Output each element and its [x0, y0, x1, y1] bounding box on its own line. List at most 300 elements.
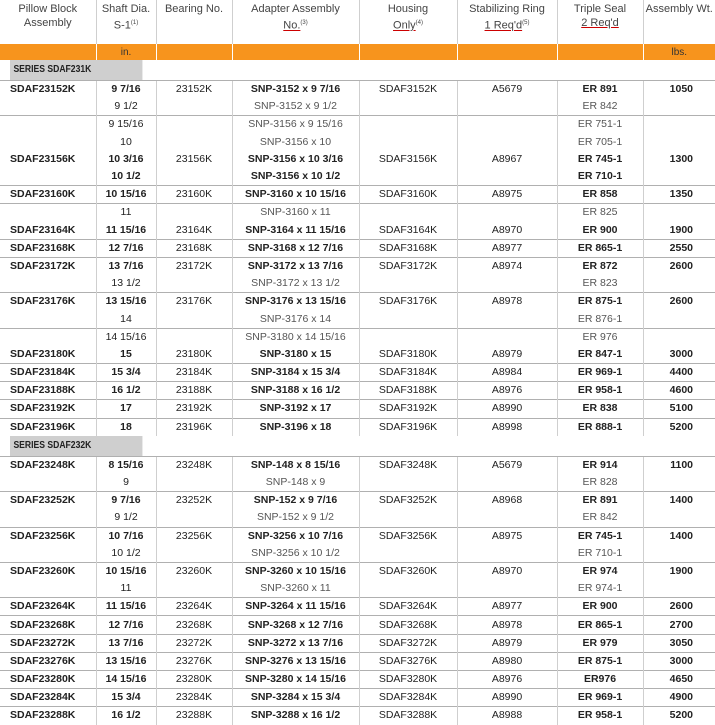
- seal-cell: ER 969-1: [557, 364, 643, 382]
- seal-cell: ER 705-1: [557, 134, 643, 151]
- shaft-dia-cell: 14 15/16: [96, 328, 156, 346]
- housing-cell: SDAF3160K: [359, 186, 457, 204]
- assembly-cell: [0, 474, 96, 492]
- bearing-cell: 23288K: [156, 707, 232, 725]
- ring-cell: A8984: [457, 364, 557, 382]
- table-row: [0, 400, 715, 418]
- weight-cell: 5200: [643, 707, 715, 725]
- series-231-body: [0, 60, 715, 436]
- housing-cell: SDAF3152K: [359, 81, 457, 99]
- assembly-cell: SDAF23264K: [0, 598, 96, 616]
- header-assembly-wt: Assembly Wt.: [643, 0, 715, 44]
- weight-cell: 5200: [643, 418, 715, 436]
- bearing-cell: 23260K: [156, 562, 232, 580]
- bearing-cell: 23160K: [156, 186, 232, 204]
- bearing-cell: 23156K: [156, 151, 232, 168]
- seal-cell: ER 891: [557, 81, 643, 99]
- adapter-cell: SNP-3260 x 11: [232, 580, 359, 598]
- seal-cell: ER 914: [557, 456, 643, 474]
- ring-cell: A8967: [457, 151, 557, 168]
- bearing-cell: [156, 98, 232, 116]
- shaft-dia-cell: 13 7/16: [96, 257, 156, 275]
- table-row: [0, 671, 715, 689]
- assembly-cell: SDAF23168K: [0, 239, 96, 257]
- bearing-cell: [156, 328, 232, 346]
- bearing-cell: 23152K: [156, 81, 232, 99]
- housing-cell: SDAF3172K: [359, 257, 457, 275]
- units-row: [0, 44, 715, 60]
- shaft-dia-cell: 9 15/16: [96, 116, 156, 134]
- table-row: [0, 616, 715, 634]
- weight-cell: [643, 204, 715, 222]
- series-232-body: [0, 436, 715, 725]
- table-row: [0, 186, 715, 204]
- weight-cell: 2700: [643, 616, 715, 634]
- shaft-dia-cell: 17: [96, 400, 156, 418]
- assembly-cell: [0, 116, 96, 134]
- bearing-cell: [156, 509, 232, 527]
- shaft-dia-cell: 16 1/2: [96, 382, 156, 400]
- shaft-dia-cell: 11: [96, 580, 156, 598]
- seal-cell: ER 745-1: [557, 527, 643, 545]
- weight-cell: 1300: [643, 151, 715, 168]
- bearing-cell: 23176K: [156, 293, 232, 311]
- ring-cell: [457, 474, 557, 492]
- weight-cell: [643, 98, 715, 116]
- housing-cell: [359, 474, 457, 492]
- table-row: [0, 418, 715, 436]
- housing-cell: [359, 580, 457, 598]
- assembly-cell: [0, 134, 96, 151]
- assembly-cell: [0, 310, 96, 328]
- header-pillow-block: Pillow Block Assembly: [0, 0, 96, 44]
- adapter-cell: SNP-3152 x 9 1/2: [232, 98, 359, 116]
- seal-cell: ER 875-1: [557, 293, 643, 311]
- header-triple-seal: Triple Seal 2 Req'd: [557, 0, 643, 44]
- adapter-cell: SNP-3288 x 16 1/2: [232, 707, 359, 725]
- weight-cell: 2600: [643, 257, 715, 275]
- housing-cell: [359, 310, 457, 328]
- weight-cell: 2600: [643, 293, 715, 311]
- ring-cell: A8980: [457, 652, 557, 670]
- table-row: [0, 168, 715, 186]
- shaft-dia-cell: 11 15/16: [96, 222, 156, 240]
- table-row: [0, 456, 715, 474]
- table-row: [0, 598, 715, 616]
- assembly-cell: [0, 168, 96, 186]
- housing-cell: SDAF3248K: [359, 456, 457, 474]
- bearing-cell: 23248K: [156, 456, 232, 474]
- bearing-cell: [156, 580, 232, 598]
- weight-cell: 5100: [643, 400, 715, 418]
- shaft-dia-cell: 15 3/4: [96, 689, 156, 707]
- adapter-cell: SNP-3280 x 14 15/16: [232, 671, 359, 689]
- table-row: [0, 98, 715, 116]
- seal-cell: ER 842: [557, 509, 643, 527]
- weight-cell: 3000: [643, 346, 715, 364]
- bearing-cell: 23188K: [156, 382, 232, 400]
- bearing-cell: 23280K: [156, 671, 232, 689]
- housing-cell: SDAF3276K: [359, 652, 457, 670]
- housing-cell: [359, 509, 457, 527]
- housing-cell: [359, 545, 457, 563]
- table-row: [0, 364, 715, 382]
- adapter-cell: SNP-3192 x 17: [232, 400, 359, 418]
- ring-cell: A8976: [457, 382, 557, 400]
- housing-cell: SDAF3188K: [359, 382, 457, 400]
- housing-cell: [359, 116, 457, 134]
- ring-cell: [457, 168, 557, 186]
- ring-cell: A8979: [457, 634, 557, 652]
- weight-cell: [643, 168, 715, 186]
- weight-cell: [643, 134, 715, 151]
- adapter-cell: SNP-3180 x 14 15/16: [232, 328, 359, 346]
- table-row: [0, 509, 715, 527]
- seal-cell: ER 865-1: [557, 616, 643, 634]
- table-row: [0, 474, 715, 492]
- assembly-cell: SDAF23276K: [0, 652, 96, 670]
- adapter-cell: SNP-3164 x 11 15/16: [232, 222, 359, 240]
- weight-cell: [643, 580, 715, 598]
- weight-cell: 1350: [643, 186, 715, 204]
- ring-cell: A8968: [457, 492, 557, 510]
- ring-cell: A8977: [457, 598, 557, 616]
- seal-cell: ER 958-1: [557, 707, 643, 725]
- table-row: [0, 562, 715, 580]
- seal-cell: ER 900: [557, 222, 643, 240]
- weight-cell: 3050: [643, 634, 715, 652]
- header-shaft-dia: Shaft Dia. S-1$^{(1)}$: [96, 0, 156, 44]
- housing-cell: SDAF3176K: [359, 293, 457, 311]
- assembly-cell: [0, 509, 96, 527]
- seal-cell: ER 875-1: [557, 652, 643, 670]
- series-label: SERIES SDAF232K: [10, 436, 142, 456]
- assembly-cell: [0, 580, 96, 598]
- weight-cell: 2600: [643, 598, 715, 616]
- ring-cell: A8970: [457, 562, 557, 580]
- adapter-cell: SNP-3160 x 10 15/16: [232, 186, 359, 204]
- assembly-cell: SDAF23280K: [0, 671, 96, 689]
- assembly-cell: SDAF23252K: [0, 492, 96, 510]
- shaft-dia-cell: 18: [96, 418, 156, 436]
- housing-cell: SDAF3288K: [359, 707, 457, 725]
- assembly-cell: SDAF23156K: [10, 152, 76, 165]
- ring-cell: A8975: [457, 527, 557, 545]
- assembly-cell: [0, 98, 96, 116]
- table-row: [0, 116, 715, 134]
- ring-cell: A8976: [457, 671, 557, 689]
- assembly-cell: SDAF23164K: [10, 223, 76, 236]
- assembly-cell: [0, 545, 96, 563]
- assembly-cell: [0, 204, 96, 222]
- ring-cell: A8977: [457, 239, 557, 257]
- adapter-cell: SNP-3156 x 10 1/2: [232, 168, 359, 186]
- weight-cell: [643, 474, 715, 492]
- seal-cell: ER 847-1: [557, 346, 643, 364]
- weight-cell: 1100: [643, 456, 715, 474]
- ring-cell: [457, 580, 557, 598]
- header-housing: Housing Only$^{(4)}$: [359, 0, 457, 44]
- assembly-cell: SDAF23188K: [0, 382, 96, 400]
- adapter-cell: SNP-3188 x 16 1/2: [232, 382, 359, 400]
- table-header: [0, 0, 715, 60]
- weight-cell: 4650: [643, 671, 715, 689]
- weight-cell: 1900: [643, 222, 715, 240]
- bearing-cell: 23272K: [156, 634, 232, 652]
- shaft-dia-cell: 14: [96, 310, 156, 328]
- table-row: [0, 239, 715, 257]
- ring-cell: [457, 509, 557, 527]
- bearing-cell: 23276K: [156, 652, 232, 670]
- bearing-cell: 23256K: [156, 527, 232, 545]
- table-row: [0, 580, 715, 598]
- unit-inches: in.: [96, 44, 156, 60]
- housing-cell: SDAF3256K: [359, 527, 457, 545]
- shaft-dia-cell: 9: [96, 474, 156, 492]
- table-row: [0, 151, 715, 168]
- bearing-cell: 23172K: [156, 257, 232, 275]
- adapter-cell: SNP-3272 x 13 7/16: [232, 634, 359, 652]
- adapter-cell: SNP-3284 x 15 3/4: [232, 689, 359, 707]
- adapter-cell: SNP-152 x 9 7/16: [232, 492, 359, 510]
- assembly-cell: SDAF23172K: [0, 257, 96, 275]
- adapter-cell: SNP-148 x 8 15/16: [232, 456, 359, 474]
- housing-cell: SDAF3180K: [359, 346, 457, 364]
- ring-cell: [457, 134, 557, 151]
- seal-cell: ER 825: [557, 204, 643, 222]
- adapter-cell: SNP-3184 x 15 3/4: [232, 364, 359, 382]
- assembly-cell: SDAF23288K: [0, 707, 96, 725]
- adapter-cell: SNP-3180 x 15: [232, 346, 359, 364]
- housing-cell: SDAF3260K: [359, 562, 457, 580]
- weight-cell: [643, 310, 715, 328]
- weight-cell: [643, 328, 715, 346]
- shaft-dia-cell: 10 3/16: [96, 151, 156, 168]
- bearing-cell: [156, 134, 232, 151]
- shaft-dia-cell: 15: [96, 346, 156, 364]
- shaft-dia-cell: 11: [96, 204, 156, 222]
- assembly-cell: SDAF23256K: [0, 527, 96, 545]
- adapter-cell: SNP-3176 x 14: [232, 310, 359, 328]
- housing-cell: SDAF3284K: [359, 689, 457, 707]
- bearing-cell: 23264K: [156, 598, 232, 616]
- shaft-dia-cell: 15 3/4: [96, 364, 156, 382]
- weight-cell: 4900: [643, 689, 715, 707]
- assembly-cell: SDAF23260K: [0, 562, 96, 580]
- bearing-cell: [156, 275, 232, 293]
- adapter-cell: SNP-3160 x 11: [232, 204, 359, 222]
- seal-cell: ER 710-1: [557, 545, 643, 563]
- shaft-dia-cell: 13 15/16: [96, 293, 156, 311]
- ring-cell: [457, 328, 557, 346]
- assembly-cell: SDAF23192K: [0, 400, 96, 418]
- assembly-cell: SDAF23248K: [0, 456, 96, 474]
- housing-cell: SDAF3168K: [359, 239, 457, 257]
- ring-cell: A8990: [457, 400, 557, 418]
- table-row: [0, 382, 715, 400]
- shaft-dia-cell: 10 7/16: [96, 527, 156, 545]
- housing-cell: SDAF3268K: [359, 616, 457, 634]
- assembly-cell: SDAF23284K: [0, 689, 96, 707]
- ring-cell: A8990: [457, 689, 557, 707]
- table-row: [0, 134, 715, 151]
- adapter-cell: SNP-3156 x 9 15/16: [232, 116, 359, 134]
- assembly-cell: SDAF23180K: [10, 347, 76, 360]
- weight-cell: 1900: [643, 562, 715, 580]
- bearing-cell: [156, 168, 232, 186]
- shaft-dia-cell: 10 15/16: [96, 562, 156, 580]
- adapter-cell: SNP-3256 x 10 1/2: [232, 545, 359, 563]
- shaft-dia-cell: 10 1/2: [96, 168, 156, 186]
- bearing-cell: [156, 116, 232, 134]
- weight-cell: 4400: [643, 364, 715, 382]
- table-row: [0, 310, 715, 328]
- assembly-cell: SDAF23152K: [0, 81, 96, 99]
- series-label: SERIES SDAF231K: [10, 60, 142, 80]
- bearing-cell: 23252K: [156, 492, 232, 510]
- shaft-dia-cell: 11 15/16: [96, 598, 156, 616]
- shaft-dia-cell: 13 7/16: [96, 634, 156, 652]
- ring-cell: [457, 98, 557, 116]
- bearing-cell: 23168K: [156, 239, 232, 257]
- housing-cell: SDAF3252K: [359, 492, 457, 510]
- seal-cell: ER 823: [557, 275, 643, 293]
- adapter-cell: SNP-148 x 9: [232, 474, 359, 492]
- seal-cell: ER 865-1: [557, 239, 643, 257]
- weight-cell: 3000: [643, 652, 715, 670]
- housing-cell: SDAF3264K: [359, 598, 457, 616]
- ring-cell: A8988: [457, 707, 557, 725]
- seal-cell: ER976: [557, 671, 643, 689]
- assembly-cell: [0, 275, 96, 293]
- seal-cell: ER 976: [557, 328, 643, 346]
- ring-cell: A5679: [457, 81, 557, 99]
- adapter-cell: SNP-3196 x 18: [232, 418, 359, 436]
- shaft-dia-cell: 9 1/2: [96, 509, 156, 527]
- adapter-cell: SNP-3260 x 10 15/16: [232, 562, 359, 580]
- housing-cell: [359, 168, 457, 186]
- ring-cell: A8978: [457, 293, 557, 311]
- seal-cell: ER 710-1: [557, 168, 643, 186]
- table-row: [0, 707, 715, 725]
- adapter-cell: SNP-3268 x 12 7/16: [232, 616, 359, 634]
- housing-cell: [359, 98, 457, 116]
- shaft-dia-cell: 10 15/16: [96, 186, 156, 204]
- adapter-cell: SNP-3168 x 12 7/16: [232, 239, 359, 257]
- ring-cell: A8978: [457, 616, 557, 634]
- shaft-dia-cell: 9 7/16: [96, 81, 156, 99]
- unit-pounds: lbs.: [643, 44, 715, 60]
- bearing-cell: 23184K: [156, 364, 232, 382]
- ring-cell: A8975: [457, 186, 557, 204]
- assembly-cell: SDAF23196K: [0, 418, 96, 436]
- adapter-cell: SNP-3152 x 9 7/16: [232, 81, 359, 99]
- weight-cell: 1400: [643, 492, 715, 510]
- seal-cell: ER 974: [557, 562, 643, 580]
- adapter-cell: SNP-3172 x 13 1/2: [232, 275, 359, 293]
- adapter-cell: SNP-3156 x 10: [232, 134, 359, 151]
- housing-cell: SDAF3280K: [359, 671, 457, 689]
- seal-cell: ER 838: [557, 400, 643, 418]
- seal-cell: ER 979: [557, 634, 643, 652]
- weight-cell: 1400: [643, 527, 715, 545]
- seal-cell: ER 858: [557, 186, 643, 204]
- housing-cell: SDAF3192K: [359, 400, 457, 418]
- adapter-cell: SNP-3172 x 13 7/16: [232, 257, 359, 275]
- header-bearing-no: Bearing No.: [156, 0, 232, 44]
- table-row: [0, 204, 715, 222]
- seal-cell: ER 900: [557, 598, 643, 616]
- bearing-cell: 23268K: [156, 616, 232, 634]
- weight-cell: [643, 509, 715, 527]
- assembly-cell: [0, 328, 96, 346]
- shaft-dia-cell: 12 7/16: [96, 616, 156, 634]
- shaft-dia-cell: 10: [96, 134, 156, 151]
- shaft-dia-cell: 9 7/16: [96, 492, 156, 510]
- ring-cell: A5679: [457, 456, 557, 474]
- weight-cell: [643, 545, 715, 563]
- series-header-232: [0, 436, 715, 457]
- shaft-dia-cell: 8 15/16: [96, 456, 156, 474]
- ring-cell: [457, 275, 557, 293]
- table-row: [0, 492, 715, 510]
- assembly-cell: SDAF23184K: [0, 364, 96, 382]
- seal-cell: ER 872: [557, 257, 643, 275]
- weight-cell: 4600: [643, 382, 715, 400]
- seal-cell: ER 958-1: [557, 382, 643, 400]
- housing-cell: SDAF3196K: [359, 418, 457, 436]
- shaft-dia-cell: 16 1/2: [96, 707, 156, 725]
- housing-cell: [359, 134, 457, 151]
- table-row: [0, 257, 715, 275]
- seal-cell: ER 974-1: [557, 580, 643, 598]
- assembly-cell: SDAF23176K: [0, 293, 96, 311]
- shaft-dia-cell: 9 1/2: [96, 98, 156, 116]
- adapter-cell: SNP-3176 x 13 15/16: [232, 293, 359, 311]
- weight-cell: 1050: [643, 81, 715, 99]
- weight-cell: 2550: [643, 239, 715, 257]
- header-stabilizing-ring: Stabilizing Ring 1 $Req'd^{(5)}$: [457, 0, 557, 44]
- shaft-dia-cell: 13 1/2: [96, 275, 156, 293]
- assembly-cell: SDAF23160K: [0, 186, 96, 204]
- ring-cell: [457, 545, 557, 563]
- seal-cell: ER 751-1: [557, 116, 643, 134]
- table-row: [0, 346, 715, 364]
- table-row: [0, 328, 715, 346]
- ring-cell: A8979: [457, 346, 557, 364]
- shaft-dia-cell: 10 1/2: [96, 545, 156, 563]
- bearing-cell: 23164K: [156, 222, 232, 240]
- housing-cell: [359, 328, 457, 346]
- series-header-231: [0, 60, 715, 81]
- seal-cell: ER 745-1: [557, 151, 643, 168]
- housing-cell: SDAF3164K: [359, 222, 457, 240]
- bearing-cell: [156, 204, 232, 222]
- housing-cell: [359, 275, 457, 293]
- bearing-cell: [156, 310, 232, 328]
- shaft-dia-cell: 14 15/16: [96, 671, 156, 689]
- ring-cell: A8970: [457, 222, 557, 240]
- assembly-cell: SDAF23272K: [0, 634, 96, 652]
- seal-cell: ER 969-1: [557, 689, 643, 707]
- bearing-cell: 23180K: [156, 346, 232, 364]
- housing-cell: [359, 204, 457, 222]
- bearing-cell: 23284K: [156, 689, 232, 707]
- adapter-cell: SNP-152 x 9 1/2: [232, 509, 359, 527]
- header-adapter-assembly: Adapter Assembly No.$^{(3)}$: [232, 0, 359, 44]
- ring-cell: A8974: [457, 257, 557, 275]
- table-row: [0, 527, 715, 545]
